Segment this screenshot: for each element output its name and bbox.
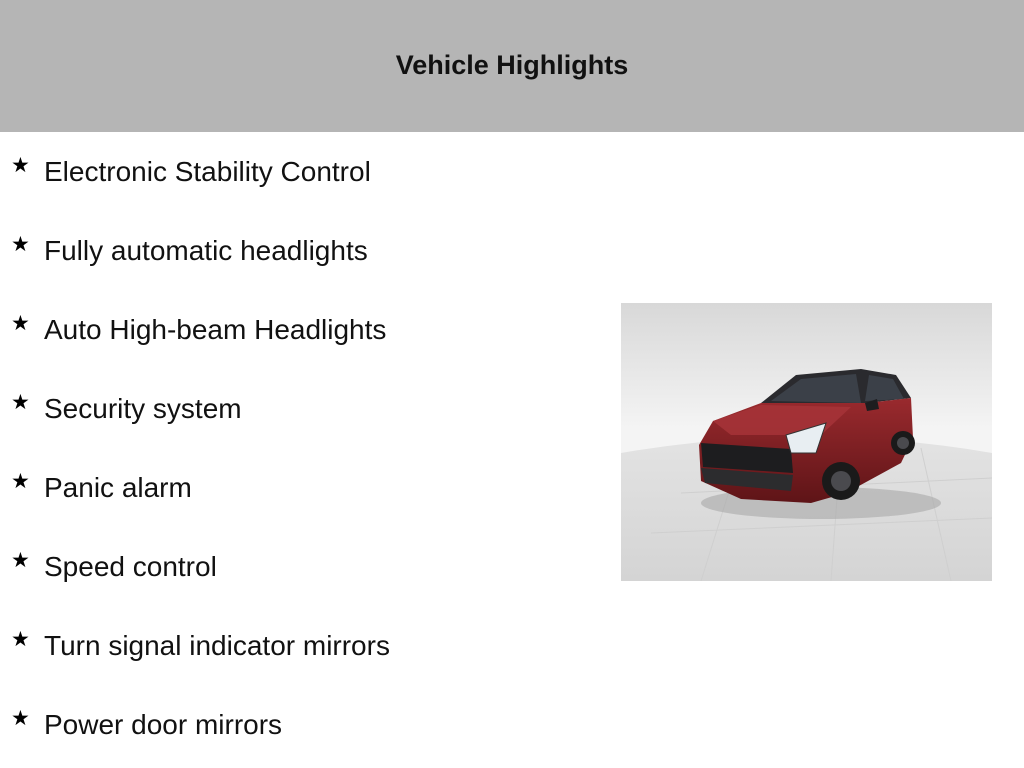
star-icon: ★ — [11, 707, 30, 730]
star-icon: ★ — [11, 628, 30, 651]
feature-label: Turn signal indicator mirrors — [44, 630, 390, 661]
feature-label: Auto High-beam Headlights — [44, 314, 387, 345]
header-bar — [0, 0, 1024, 132]
list-item — [0, 685, 600, 764]
star-icon: ★ — [11, 470, 30, 493]
vehicle-photo — [621, 303, 992, 581]
list-item — [0, 527, 600, 606]
feature-label: Security system — [44, 393, 242, 424]
page-title: Vehicle Highlights — [395, 49, 629, 80]
list-item — [0, 211, 600, 290]
star-icon: ★ — [11, 233, 30, 256]
star-icon: ★ — [11, 391, 30, 414]
feature-label: Electronic Stability Control — [44, 156, 371, 187]
star-icon: ★ — [11, 549, 30, 572]
feature-list — [0, 132, 600, 764]
list-item — [0, 606, 600, 685]
feature-label: Speed control — [44, 551, 217, 582]
feature-label: Panic alarm — [44, 472, 192, 503]
vehicle-illustration — [621, 303, 992, 581]
star-icon: ★ — [11, 154, 30, 177]
list-item — [0, 132, 600, 211]
list-item — [0, 448, 600, 527]
feature-label: Power door mirrors — [44, 709, 283, 740]
feature-label: Fully automatic headlights — [44, 235, 368, 266]
list-item — [0, 369, 600, 448]
list-item — [0, 290, 600, 369]
star-icon: ★ — [11, 312, 30, 335]
